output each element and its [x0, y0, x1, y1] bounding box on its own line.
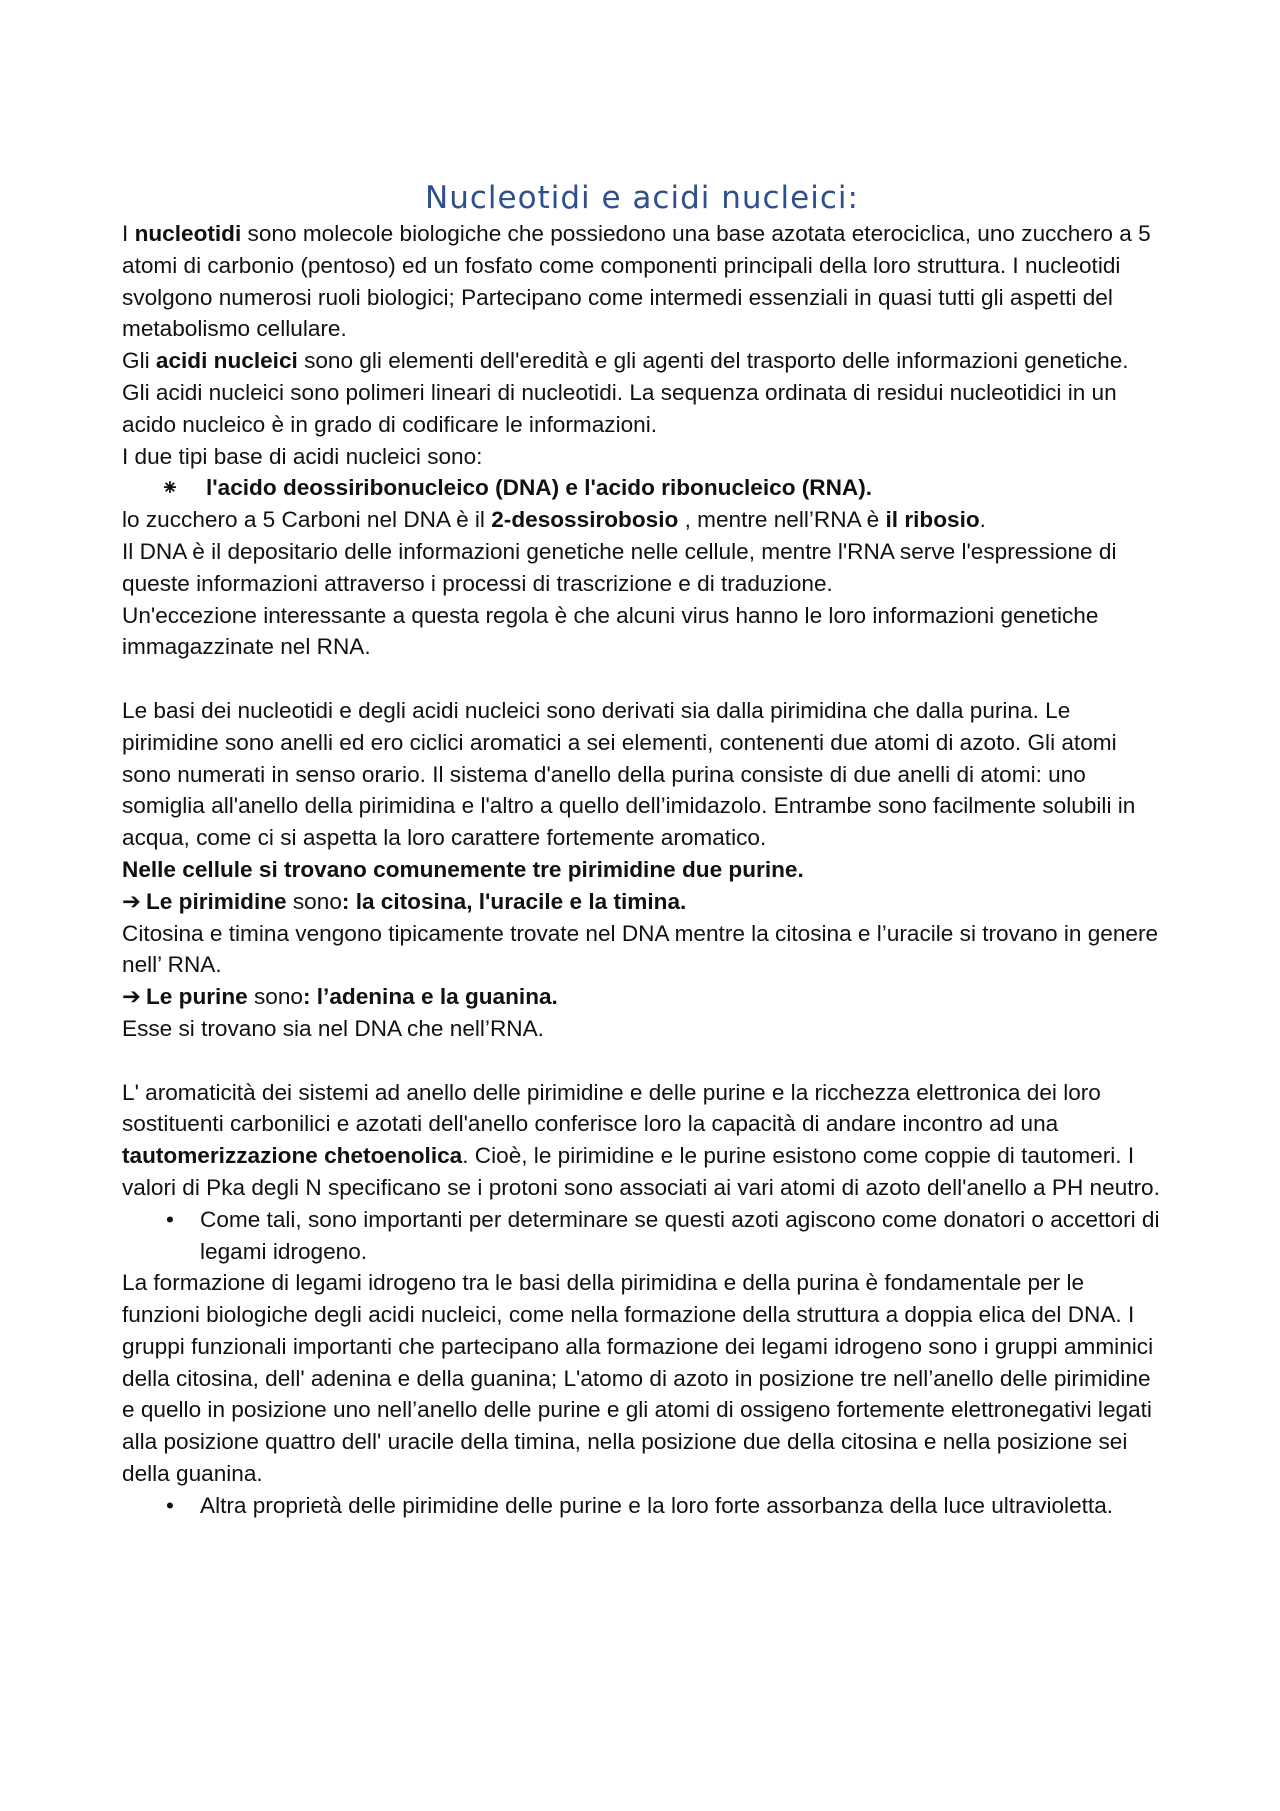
- bold-list-purine: : l’adenina e la guanina.: [302, 984, 558, 1010]
- text-run: lo zucchero a 5 Carboni nel DNA è il: [122, 507, 492, 533]
- bold-term-ribosio: il ribosio: [885, 507, 980, 533]
- bullet-text: Come tali, sono importanti per determinare se questi azoti agiscono come donatori o accettori di legami idrogeno.: [200, 1206, 1160, 1264]
- bullet-text: l'acido deossiribonucleico (DNA) e l'acido ribonucleico (RNA).: [206, 475, 873, 501]
- paragraph-legami-idrogeno: La formazione di legami idrogeno tra le basi della pirimidina e della purina è fondamentale per le funzioni biologiche degli acidi nucleici, come nella formazione della struttura a doppia elica del DNA. I gruppi funzionali importanti che partecipano alla formazione dei legami idrogeno sono i gruppi amminici della citosina, dell' adenina e della guanina; L'atomo di azoto in posizione tre nell’anello delle pirimidine e quello in posizione uno nell’anello delle purine e gli atomi di ossigeno fortemente elettronegativi legati alla posizione quattro dell' uracile della timina, nella posizione due della citosina e nella posizione sei della guanina.: [122, 1270, 1154, 1487]
- document-page: [122, 178, 1162, 1522]
- page-title: Nucleotidi e acidi nucleici:: [425, 180, 859, 216]
- paragraph-zucchero: [122, 504, 1162, 536]
- text-run: sono molecole biologiche che possiedono una base azotata eterociclica, uno zucchero a 5 atomi di carbonio (pentoso) ed un fosfato come componenti principali della loro struttura. I nucleotidi svolgono numerosi ruoli biologici; Partecipano come intermedi essenziali in quasi tutti gli aspetti del metabolismo cellulare.: [122, 221, 1151, 342]
- bullet-text: Altra proprietà delle pirimidine delle purine e la loro forte assorbanza della luce ultravioletta.: [200, 1492, 1114, 1518]
- paragraph-due-tipi: I due tipi base di acidi nucleici sono:: [122, 443, 483, 469]
- text-run: I: [122, 221, 135, 246]
- list-item-donatori: [122, 1204, 1162, 1268]
- paragraph-esse: Esse si trovano sia nel DNA che nell’RNA.: [122, 1015, 544, 1041]
- list-item-dna-rna: [122, 472, 1162, 504]
- text-run: , mentre nell’RNA è: [678, 507, 886, 533]
- blank-line: [122, 663, 1162, 695]
- paragraph-eccezione: Un'eccezione interessante a questa regola è che alcuni virus hanno le loro informazioni genetiche immagazzinate nel RNA.: [122, 602, 1099, 660]
- bold-term-acidi-nucleici: acidi nucleici: [155, 348, 298, 374]
- bold-sentence: Nelle cellule si trovano comunemente tre pirimidine due purine.: [122, 856, 804, 882]
- paragraph-pirimidine: [122, 886, 1162, 918]
- text-run: sono: [286, 888, 342, 914]
- paragraph-nucleotidi: [122, 218, 1162, 345]
- bullet-dot-icon: •: [166, 1492, 174, 1518]
- bullet-dot-icon: •: [166, 1206, 174, 1232]
- text-run: . Cioè, le pirimidine e le purine esistono come coppie di tautomeri. I valori di Pka degli N specificano se i protoni sono associati ai vari atomi di azoto dell'anello a PH neutro.: [122, 1143, 1160, 1200]
- text-run: sono gli elementi dell'eredità e gli agenti del trasporto delle informazioni genetiche. Gli acidi nucleici sono polimeri lineari di nucleotidi. La sequenza ordinata di residui nucleotidici in un acido nucleico è in grado di codificare le informazioni.: [122, 348, 1129, 437]
- bold-term-tautomerizzazione: tautomerizzazione chetoenolica: [122, 1143, 463, 1169]
- text-run: L' aromaticità dei sistemi ad anello delle pirimidine e delle purine e la ricchezza elettronica dei loro sostituenti carbonilici e azotati dell'anello conferisce loro la capacità di andare incontro ad una: [122, 1079, 1101, 1137]
- text-run: Gli: [122, 348, 156, 374]
- arrow-right-icon: ➔: [122, 888, 141, 914]
- text-run: sono: [247, 984, 303, 1010]
- text-run: .: [979, 507, 986, 533]
- bold-list-pirimidine: : la citosina, l'uracile e la timina.: [341, 888, 687, 914]
- asterisk-bullet-icon: ⁕: [160, 475, 180, 501]
- bold-term-purine: Le purine: [146, 984, 248, 1010]
- bold-term-pirimidine: Le pirimidine: [146, 888, 287, 914]
- blank-line: [122, 1045, 1162, 1077]
- bold-term-nucleotidi: nucleotidi: [134, 221, 242, 246]
- paragraph-acidi-nucleici: [122, 345, 1162, 440]
- list-item-assorbanza: [122, 1490, 1162, 1522]
- bold-term-desossiribosio: 2-desossirobosio: [491, 507, 679, 533]
- paragraph-cellule: [122, 854, 1162, 886]
- arrow-right-icon: ➔: [122, 984, 141, 1010]
- paragraph-basi: Le basi dei nucleotidi e degli acidi nucleici sono derivati sia dalla pirimidina che dalla purina. Le pirimidine sono anelli ed ero ciclici aromatici a sei elementi, contenenti due atomi di azoto. Gli atomi sono numerati in senso orario. Il sistema d'anello della purina consiste di due anelli di atomi: uno somiglia all'anello della pirimidina e l'altro a quello dell’imidazolo. Entrambe sono facilmente solubili in acqua, come ci si aspetta la loro carattere fortemente aromatico.: [122, 697, 1136, 851]
- paragraph-purine: [122, 981, 1162, 1013]
- paragraph-aromaticita: [122, 1077, 1162, 1204]
- paragraph-dna-depositario: Il DNA è il depositario delle informazioni genetiche nelle cellule, mentre l'RNA serve l'espressione di queste informazioni attraverso i processi di trascrizione e di traduzione.: [122, 538, 1117, 596]
- paragraph-citosina-timina: Citosina e timina vengono tipicamente trovate nel DNA mentre la citosina e l’uracile si trovano in genere nell’ RNA.: [122, 920, 1159, 978]
